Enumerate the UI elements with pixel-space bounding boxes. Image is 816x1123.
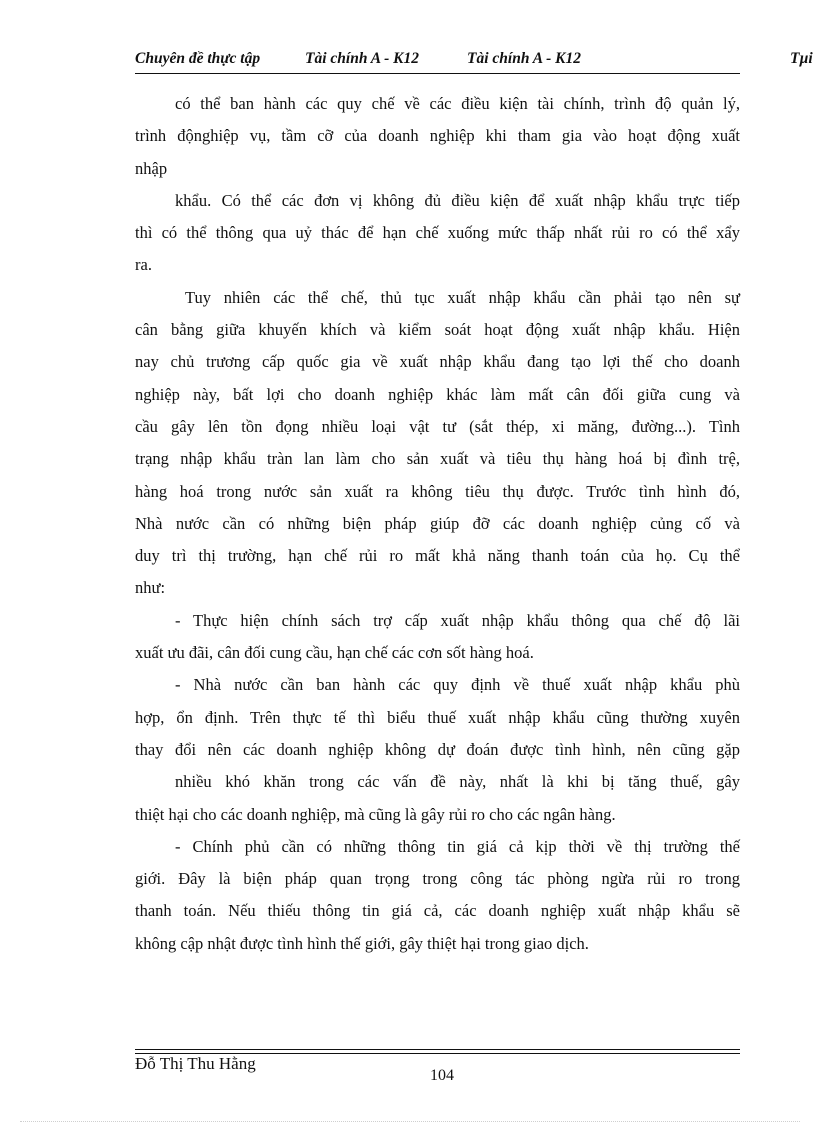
text-line: ra. [135,255,152,275]
text-line: cầu gây lên tồn đọng nhiều loại vật tư (sắt thép, xi măng, đường...). Tình [135,416,740,436]
text-line: trạng nhập khẩu tràn lan làm cho sản xuất và tiêu thụ hàng hoá bị đình trệ, [135,449,740,469]
page-edge-divider [20,1121,800,1122]
text-line: - Nhà nước cần ban hành các quy định về thuế xuất nhập khẩu phù [175,675,740,695]
text-line: duy trì thị trường, hạn chế rủi ro mất khả năng thanh toán của họ. Cụ thể [135,546,740,566]
footer-rule [135,1049,740,1050]
text-line: có thể ban hành các quy chế về các điều kiện tài chính, trình độ quản lý, [175,94,740,113]
author-name: Đỗ Thị Thu Hằng [135,1054,256,1073]
text-line: hợp, ổn định. Trên thực tế thì biểu thuế xuất nhập khẩu cũng thường xuyên [135,707,740,727]
body-text [135,88,740,960]
text-line: xuất ưu đãi, cân đối cung cầu, hạn chế các cơn sốt hàng hoá. [135,643,534,663]
text-line: thanh toán. Nếu thiếu thông tin giá cả, các doanh nghiệp xuất nhập khẩu sẽ [135,901,740,921]
header-class-label-repeat: Tài chính A - K12 [467,50,581,67]
text-line: hàng hoá trong nước sản xuất ra không tiêu thụ được. Trước tình hình đó, [135,481,740,501]
header-title: Chuyên đề thực tập [135,50,261,67]
text-line: nghiệp này, bất lợi cho doanh nghiệp khác làm mất cân đối giữa cung và [135,384,740,404]
text-line: thiệt hại cho các doanh nghiệp, mà cũng là gây rủi ro cho các ngân hàng. [135,804,616,824]
page-header [135,50,816,72]
text-line: cân bằng giữa khuyến khích và kiểm soát hoạt động xuất nhập khẩu. Hiện [135,320,740,340]
text-line: - Thực hiện chính sách trợ cấp xuất nhập khẩu thông qua chế độ lãi [175,610,740,630]
text-line: Nhà nước cần có những biện pháp giúp đỡ các doanh nghiệp củng cố và [135,513,740,533]
text-line: trình độnghiệp vụ, tầm cỡ của doanh nghiệp khi tham gia vào hoạt động xuất [135,126,740,146]
text-line: Tuy nhiên các thể chế, thủ tục xuất nhập khẩu cần phải tạo nên sự [185,287,740,307]
text-line: khẩu. Có thể các đơn vị không đủ điều kiện để xuất nhập khẩu trực tiếp [175,190,740,210]
text-line: không cập nhật được tình hình thế giới, gây thiệt hại trong giao dịch. [135,933,589,953]
text-line: thay đổi nên các doanh nghiệp không dự đoán được tình hình, nên cũng gặp [135,739,740,759]
text-line: như: [135,578,166,598]
text-line: giới. Đây là biện pháp quan trọng trong công tác phòng ngừa rủi ro trong [135,869,740,889]
header-class-label: Tài chính A - K12 [305,50,419,67]
header-rule [135,73,740,74]
text-line: nhập [135,158,168,178]
text-line: - Chính phủ cần có những thông tin giá cả kịp thời về thị trường thế [175,836,740,856]
header-clipped-label: Tµi [790,50,813,67]
text-line: nhiều khó khăn trong các vấn đề này, nhất là khi bị tăng thuế, gây [175,772,740,792]
text-line: thì có thể thông qua uỷ thác để hạn chế xuống mức thấp nhất rủi ro có thể xẩy [135,223,740,243]
page-number: 104 [430,1067,454,1084]
text-line: nay chủ trương cấp quốc gia về xuất nhập khẩu đang tạo lợi thế cho doanh [135,352,740,372]
